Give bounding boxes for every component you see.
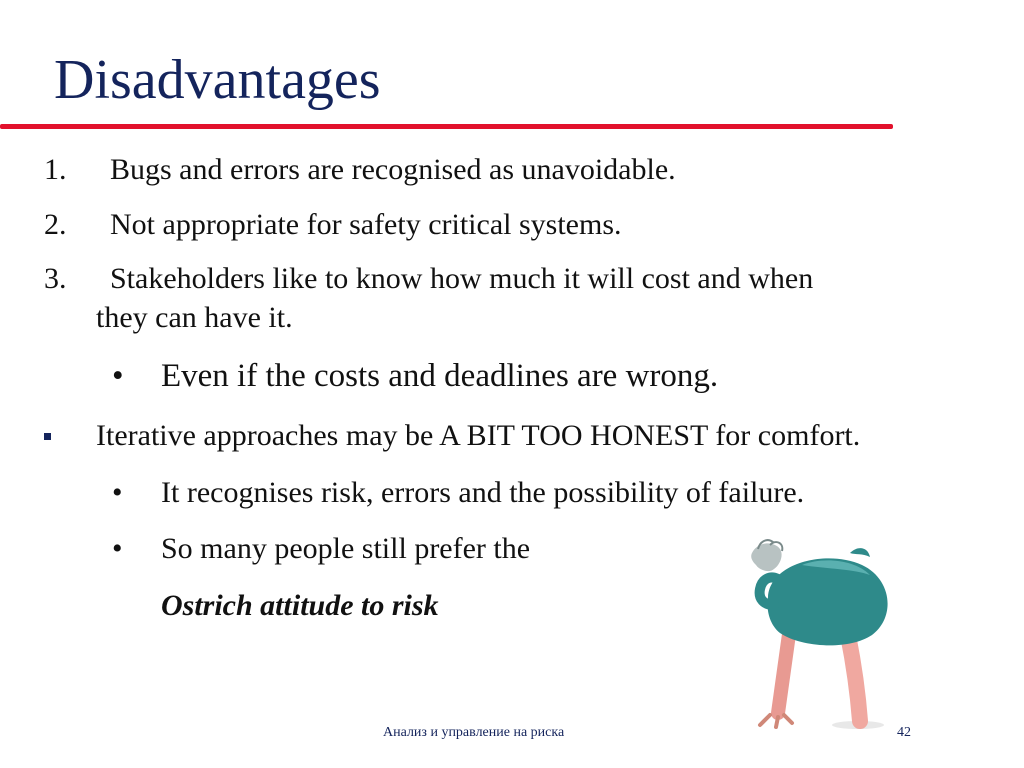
item-text: Not appropriate for safety critical systems. (110, 208, 622, 241)
bullet-text: Even if the costs and deadlines are wrong. (161, 358, 719, 394)
item-number: 1. (44, 153, 67, 186)
item-number: 3. (44, 262, 67, 295)
item-text: Bugs and errors are recognised as unavoidable. (110, 153, 676, 186)
square-bullet-icon (44, 433, 51, 440)
title-underline (0, 124, 893, 129)
item-text: Stakeholders like to know how much it will cost and when (110, 262, 814, 295)
bullet-text: It recognises risk, errors and the possibility of failure. (161, 476, 805, 509)
bullet-text: So many people still prefer the (161, 532, 531, 565)
bullet-marker: • (112, 358, 124, 394)
numbered-item-3-continuation: they can have it. (96, 301, 293, 334)
ostrich-attitude-text: Ostrich attitude to risk (161, 589, 439, 622)
item-number: 2. (44, 208, 67, 241)
footer-text: Анализ и управление на риска (383, 725, 565, 740)
page-number: 42 (897, 725, 911, 740)
slide-title: Disadvantages (54, 49, 381, 111)
bullet-marker: • (112, 532, 123, 565)
ostrich-icon (730, 535, 915, 735)
bullet-marker: • (112, 476, 123, 509)
iterative-approaches-text: Iterative approaches may be A BIT TOO HONEST for comfort. (96, 419, 861, 452)
